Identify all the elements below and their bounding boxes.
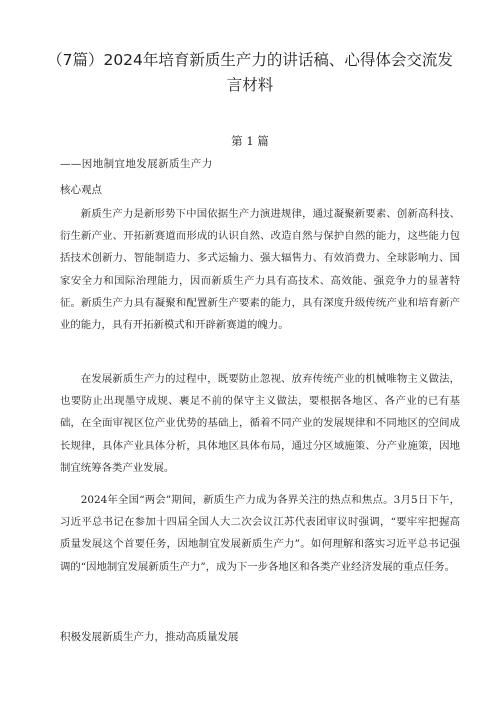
article-subtitle: ——因地制宜地发展新质生产力	[60, 158, 213, 170]
section-heading-high-quality-development: 积极发展新质生产力，推动高质量发展	[60, 631, 239, 643]
body-paragraph: 2024年全国“两会”期间，新质生产力成为各界关注的热点和焦点。3月5日下午，习近平总书记在参加十四届全国人大二次会议江苏代表团审议时强调，“要牢牢把握高质量发展这个首要任务，因地制宜发展新质生产力”。如何理解和落实习近平总书记强调的“因地制宜发展新质生产力”，成为下一步各地区和各类产业经济发展的重点任务。	[60, 494, 460, 573]
body-paragraph: 新质生产力是新形势下中国依据生产力演进规律，通过凝聚新要素、创新高科技、衍生新产业、开拓新赛道而形成的认识自然、改造自然与保护自然的能力，这些能力包括技术创新力、智能制造力、多式运输力、强大辐售力、有效消费力、全球影响力、国家安全力和国际治理能力，因而新质生产力具有高技术、高效能、强竞争力的显著特征。新质生产力具有凝聚和配置新生产要素的能力，具有深度升级传统产业和培育新产业的能力，具有开拓新模式和开辟新赛道的魄力。	[60, 208, 460, 332]
document-title: （7篇）2024年培育新质生产力的讲话稿、心得体会交流发言材料	[47, 51, 453, 94]
section-heading-core-views: 核心观点	[60, 184, 102, 196]
body-paragraph: 在发展新质生产力的过程中，既要防止忽视、放弃传统产业的机械唯物主义做法，也要防止出现墨守成规、裹足不前的保守主义做法，要根据各地区、各产业的已有基础，在全面审视区位产业优势的基础上，循着不同产业的发展规律和不同地区的空间成长规律，具体产业具体分析，具体地区具体布局，通过分区域施策、分产业施策，因地制宜统筹各类产业发展。	[60, 373, 460, 474]
chapter-label: 第 1 篇	[231, 134, 269, 148]
